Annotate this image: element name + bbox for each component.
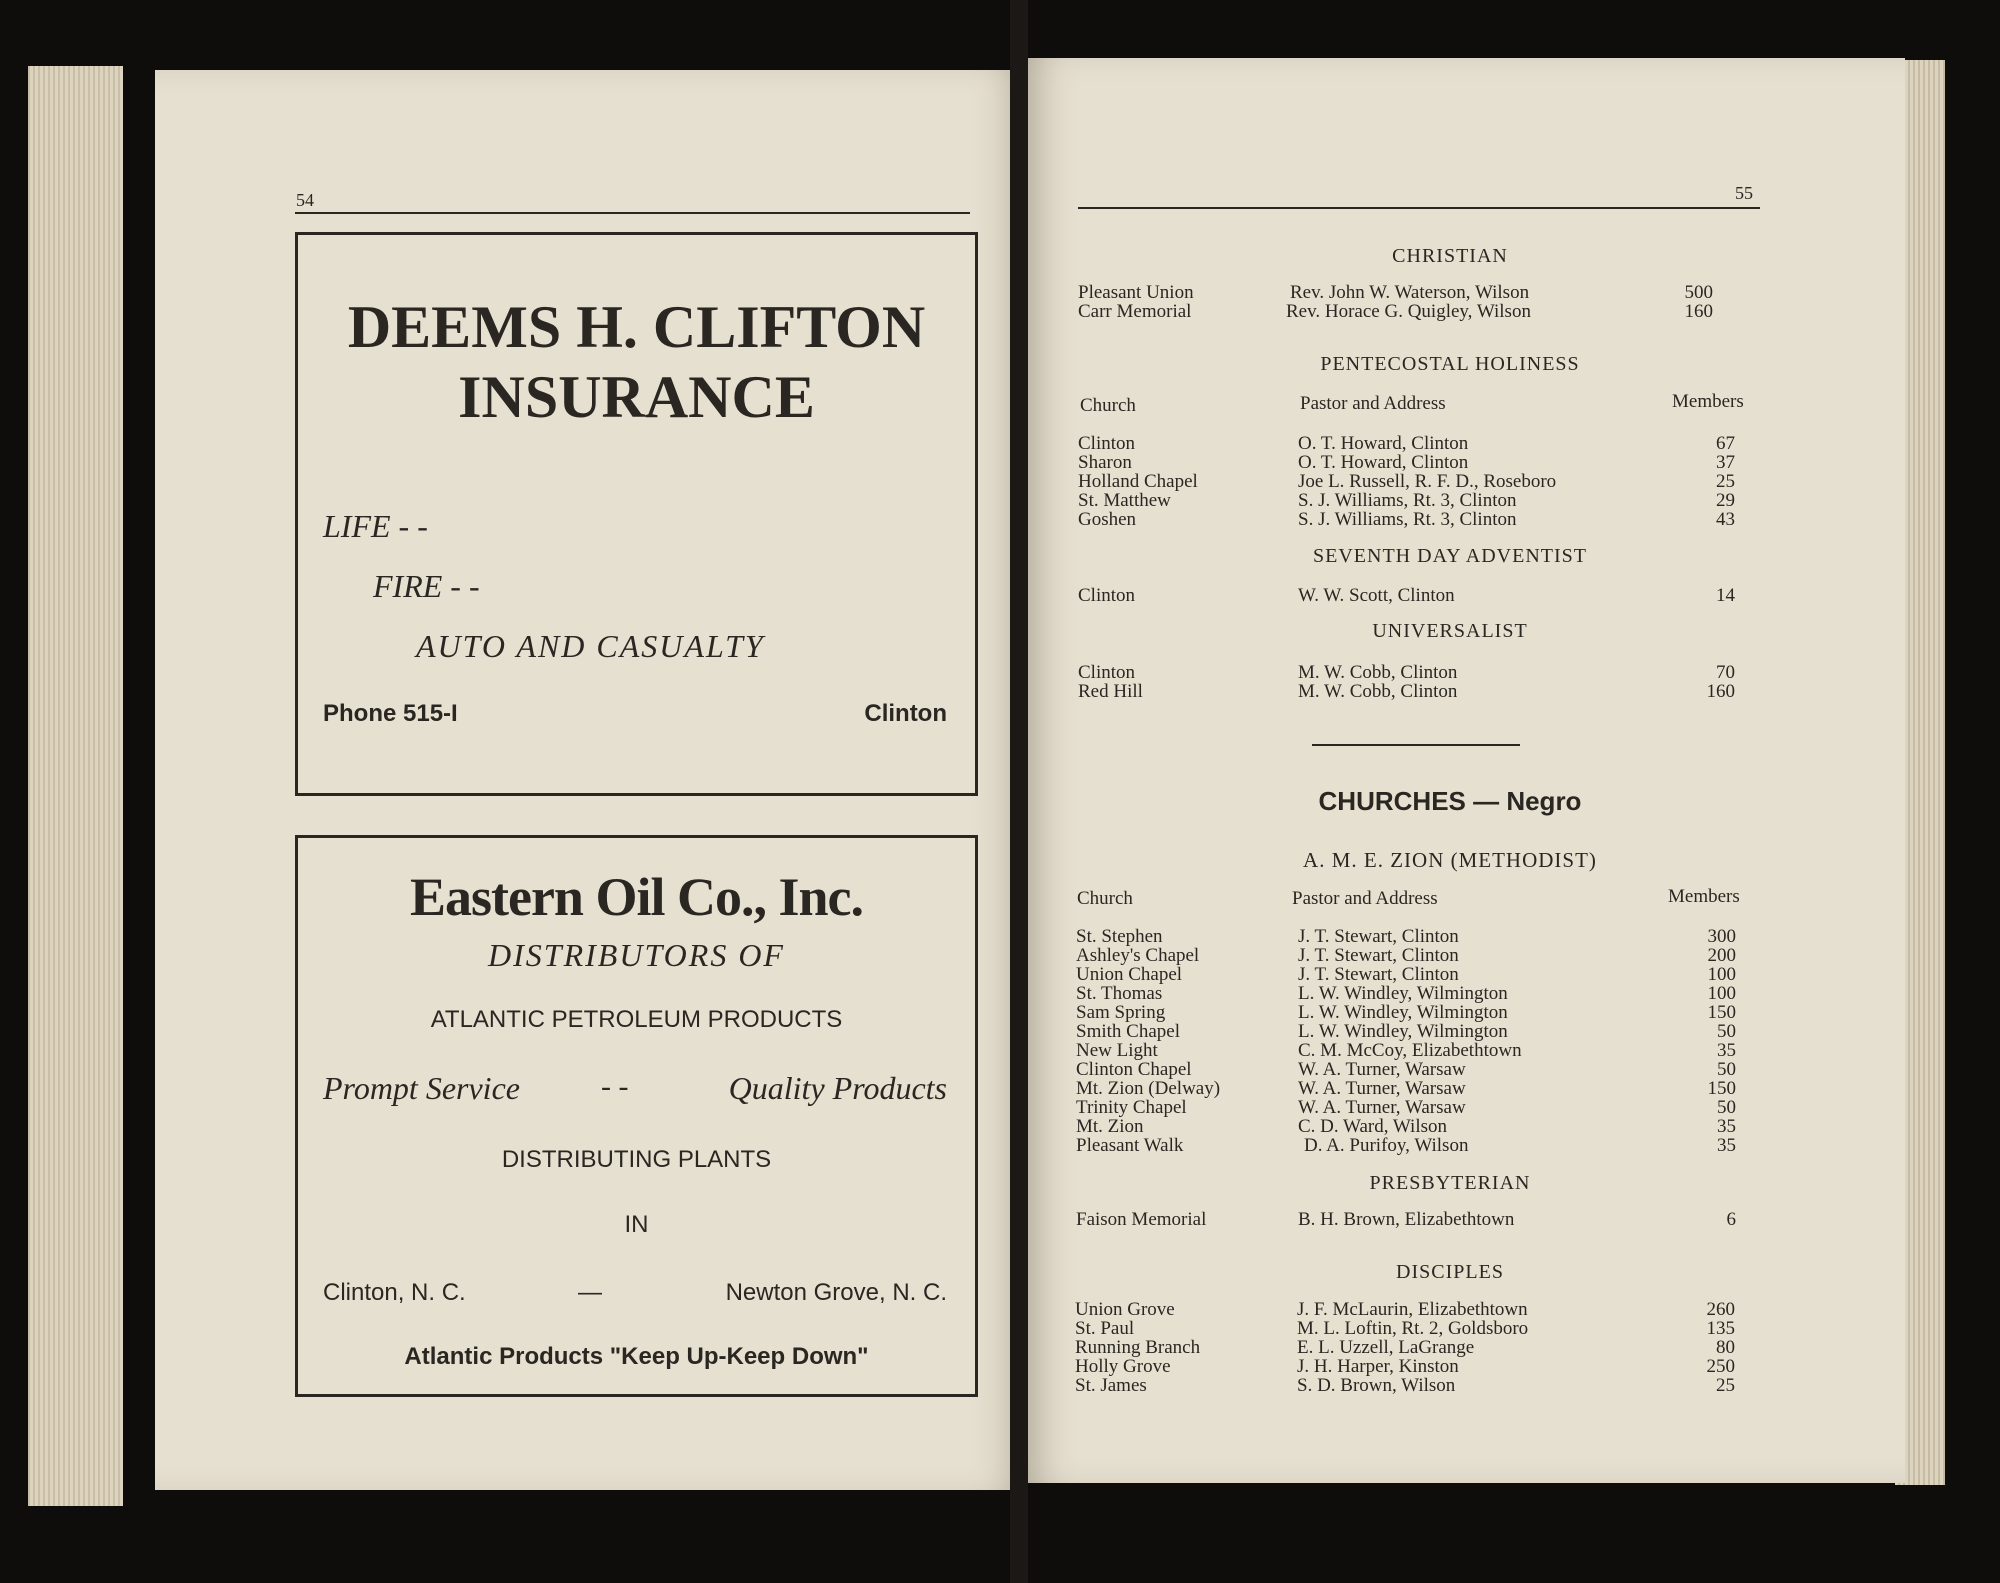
location-newton-grove: Newton Grove, N. C. bbox=[725, 1279, 947, 1306]
table-row: Mt. Zion C. D. Ward, Wilson 35 bbox=[1076, 1116, 1736, 1137]
ad-phone: Phone 515-I bbox=[323, 700, 458, 727]
table-row: Holly Grove J. H. Harper, Kinston 250 bbox=[1075, 1356, 1735, 1377]
section-divider bbox=[1312, 744, 1520, 746]
table-row: Clinton M. W. Cobb, Clinton 70 bbox=[1078, 662, 1735, 683]
col-members: Members bbox=[1668, 886, 1740, 907]
table-row: Sam Spring L. W. Windley, Wilmington 150 bbox=[1076, 1002, 1736, 1023]
table-row: Clinton W. W. Scott, Clinton 14 bbox=[1078, 585, 1735, 606]
right-header-rule bbox=[1078, 207, 1760, 209]
churches-negro-title: CHURCHES — Negro bbox=[1318, 786, 1582, 816]
clifton-insurance-ad bbox=[295, 232, 978, 796]
table-row: Sharon O. T. Howard, Clinton 37 bbox=[1078, 452, 1735, 473]
book-spine bbox=[1010, 0, 1028, 1583]
table-row: St. Thomas L. W. Windley, Wilmington 100 bbox=[1076, 983, 1736, 1004]
table-row: Smith Chapel L. W. Windley, Wilmington 50 bbox=[1076, 1021, 1736, 1042]
left-page-number: 54 bbox=[296, 190, 314, 210]
table-row: Ashley's Chapel J. T. Stewart, Clinton 200 bbox=[1076, 945, 1736, 966]
col-pastor: Pastor and Address bbox=[1292, 888, 1438, 909]
col-members: Members bbox=[1672, 391, 1744, 412]
ad-fire: FIRE - - bbox=[373, 568, 480, 604]
left-header-rule bbox=[295, 212, 970, 214]
left-page-edges bbox=[28, 66, 123, 1506]
table-row: Carr Memorial Rev. Horace G. Quigley, Wilson 160 bbox=[1078, 301, 1713, 322]
table-row: St. James S. D. Brown, Wilson 25 bbox=[1075, 1375, 1735, 1396]
table-row: Red Hill M. W. Cobb, Clinton 160 bbox=[1078, 681, 1735, 702]
table-row: St. Stephen J. T. Stewart, Clinton 300 bbox=[1076, 926, 1736, 947]
atlantic-slogan: Atlantic Products "Keep Up-Keep Down" bbox=[404, 1343, 869, 1370]
plants-in: IN bbox=[624, 1211, 649, 1238]
table-row: St. Matthew S. J. Williams, Rt. 3, Clinton 29 bbox=[1078, 490, 1735, 511]
atlantic-petroleum: ATLANTIC PETROLEUM PRODUCTS bbox=[430, 1006, 843, 1033]
section-universalist: UNIVERSALIST bbox=[1372, 620, 1528, 642]
table-row: Goshen S. J. Williams, Rt. 3, Clinton 43 bbox=[1078, 509, 1735, 530]
ad-title-line2: INSURANCE bbox=[458, 364, 815, 430]
ad-city: Clinton bbox=[864, 700, 947, 727]
section-disciples: DISCIPLES bbox=[1396, 1261, 1504, 1283]
ad-life: LIFE - - bbox=[323, 508, 428, 544]
table-row: St. Paul M. L. Loftin, Rt. 2, Goldsboro 135 bbox=[1075, 1318, 1735, 1339]
ad-auto-casualty: AUTO AND CASUALTY bbox=[416, 628, 765, 664]
section-christian: CHRISTIAN bbox=[1392, 245, 1508, 267]
section-pentecostal: PENTECOSTAL HOLINESS bbox=[1320, 353, 1580, 375]
right-page-number: 55 bbox=[1735, 183, 1753, 203]
eastern-oil-title: Eastern Oil Co., Inc. bbox=[409, 867, 863, 927]
col-church: Church bbox=[1077, 888, 1133, 909]
ad-title-line1: DEEMS H. CLIFTON bbox=[347, 294, 926, 360]
table-row: Running Branch E. L. Uzzell, LaGrange 80 bbox=[1075, 1337, 1735, 1358]
location-dash: — bbox=[578, 1279, 602, 1306]
prompt-service: Prompt Service bbox=[323, 1070, 520, 1106]
table-row: Pleasant Union Rev. John W. Waterson, Wilson 500 bbox=[1078, 282, 1713, 303]
table-row: Mt. Zion (Delway) W. A. Turner, Warsaw 150 bbox=[1076, 1078, 1736, 1099]
location-clinton: Clinton, N. C. bbox=[323, 1279, 466, 1306]
distributors-of: DISTRIBUTORS OF bbox=[488, 937, 785, 973]
table-row: Holland Chapel Joe L. Russell, R. F. D., Roseboro 25 bbox=[1078, 471, 1735, 492]
section-presbyterian: PRESBYTERIAN bbox=[1369, 1172, 1531, 1194]
distributing-plants: DISTRIBUTING PLANTS bbox=[501, 1146, 772, 1173]
section-adventist: SEVENTH DAY ADVENTIST bbox=[1313, 545, 1587, 567]
section-ame-zion: A. M. E. ZION (METHODIST) bbox=[1303, 848, 1597, 872]
table-row: Union Chapel J. T. Stewart, Clinton 100 bbox=[1076, 964, 1736, 985]
table-row: Pleasant Walk D. A. Purifoy, Wilson 35 bbox=[1076, 1135, 1736, 1156]
table-row: Trinity Chapel W. A. Turner, Warsaw 50 bbox=[1076, 1097, 1736, 1118]
table-row: Clinton Chapel W. A. Turner, Warsaw 50 bbox=[1076, 1059, 1736, 1080]
service-dash: - - bbox=[601, 1070, 629, 1103]
col-church: Church bbox=[1080, 395, 1136, 416]
table-row: New Light C. M. McCoy, Elizabethtown 35 bbox=[1076, 1040, 1736, 1061]
quality-products: Quality Products bbox=[728, 1070, 947, 1106]
table-row: Union Grove J. F. McLaurin, Elizabethtown 260 bbox=[1075, 1299, 1735, 1320]
col-pastor: Pastor and Address bbox=[1300, 393, 1446, 414]
table-row: Clinton O. T. Howard, Clinton 67 bbox=[1078, 433, 1735, 454]
eastern-oil-ad bbox=[295, 835, 978, 1397]
table-row: Faison Memorial B. H. Brown, Elizabethtown 6 bbox=[1076, 1209, 1736, 1230]
